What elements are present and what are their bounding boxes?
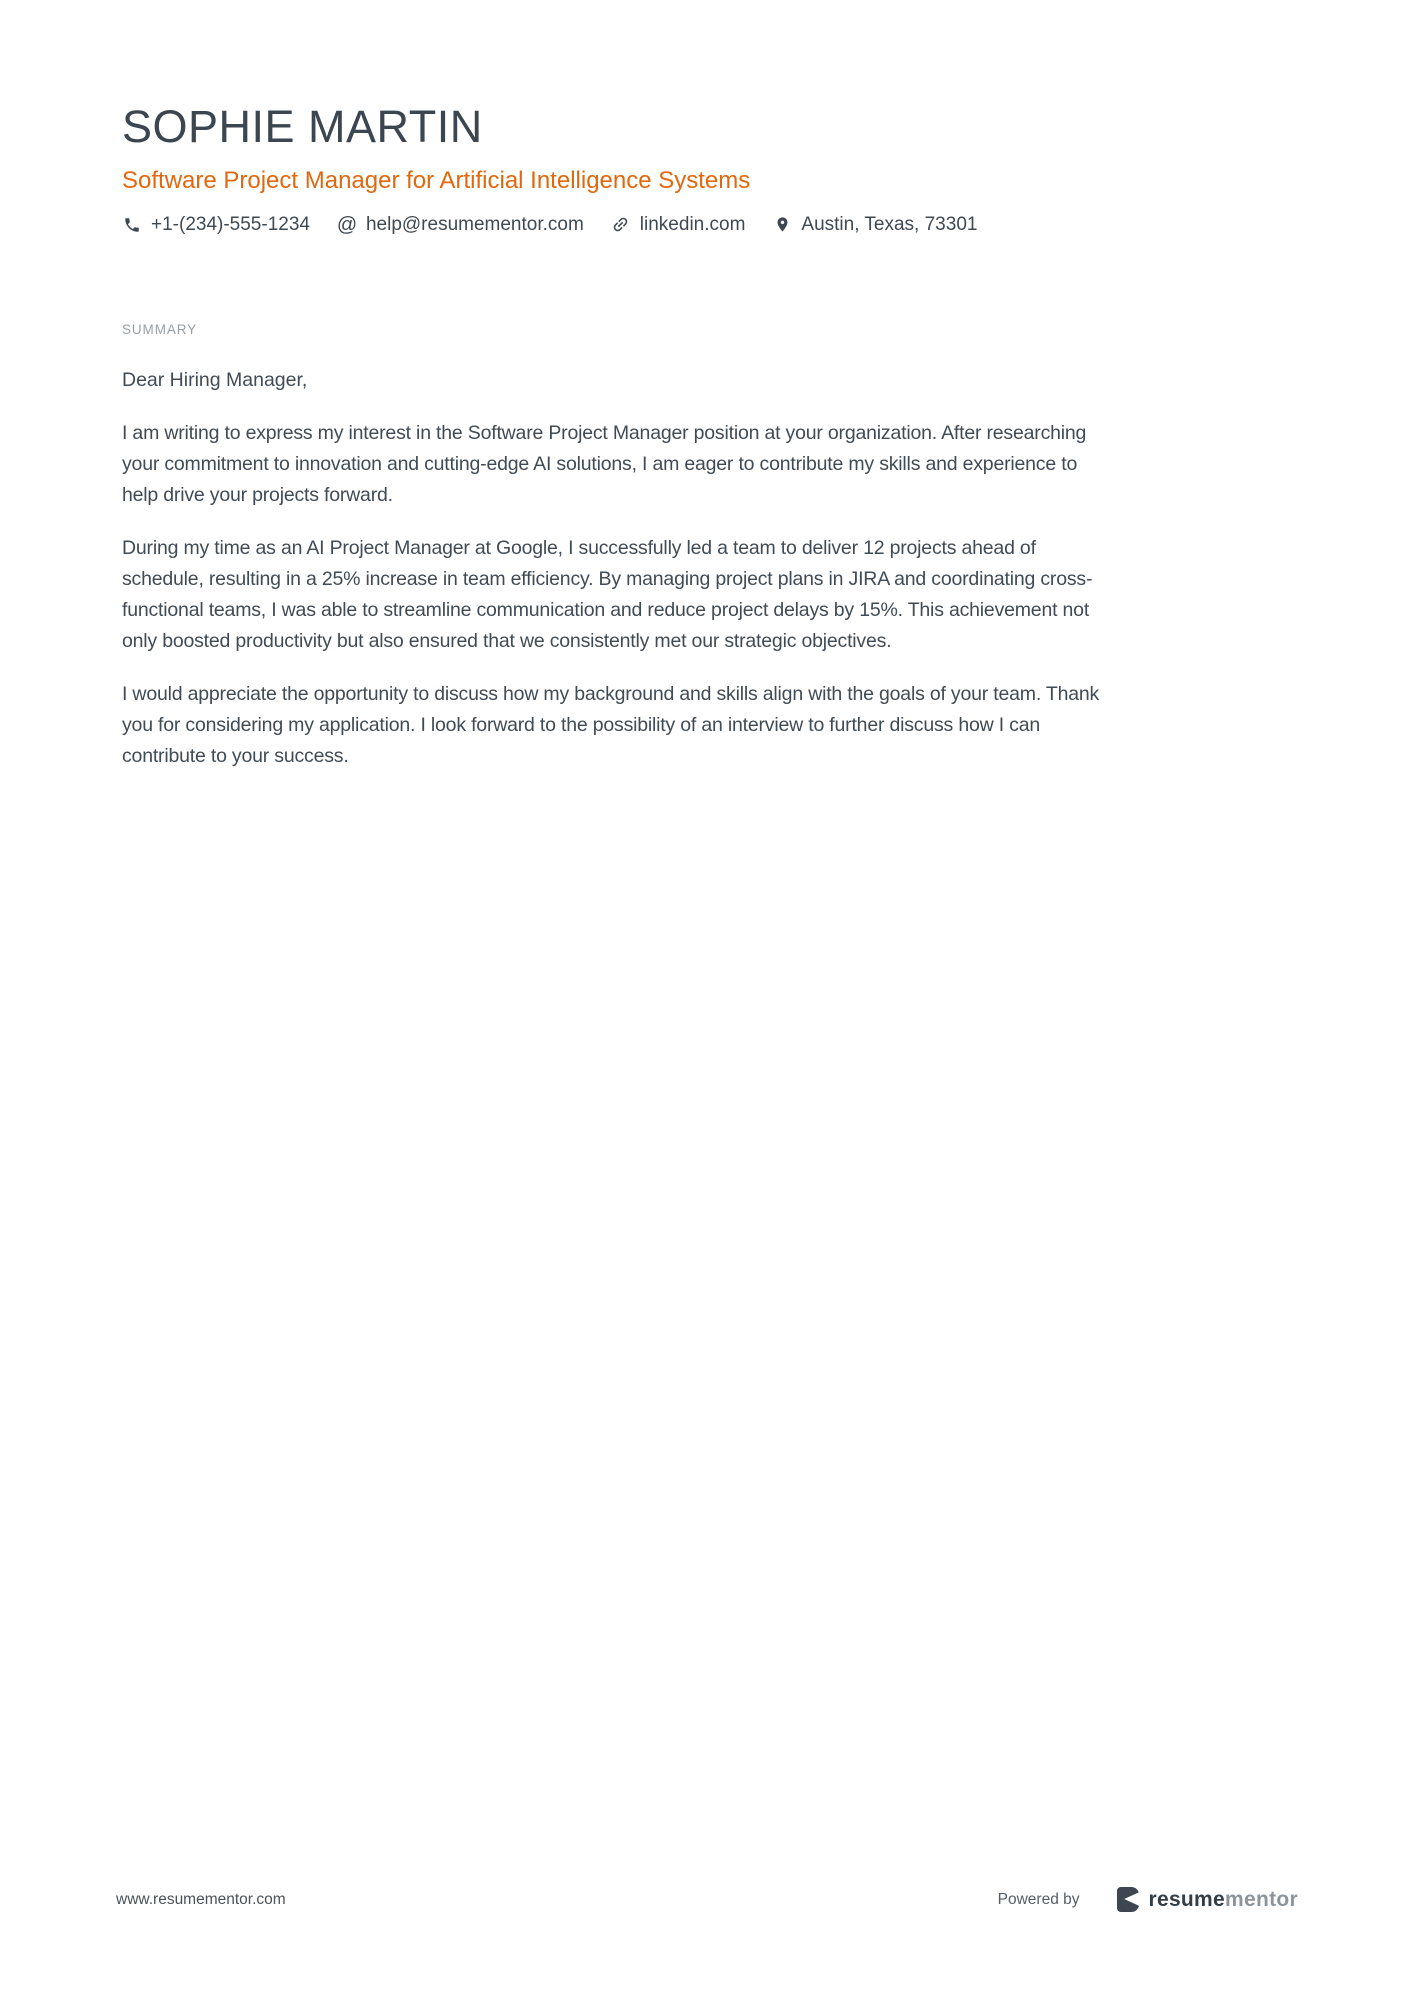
contact-website[interactable] [611, 214, 746, 236]
phone-icon [122, 215, 142, 235]
contact-email-text: help@resumementor.com [365, 213, 584, 235]
contact-website-text: linkedin.com [639, 213, 746, 235]
salutation: Dear Hiring Manager, [122, 368, 308, 391]
cover-letter-content [0, 0, 1410, 772]
resumementor-brand-link[interactable] [1116, 1886, 1299, 1913]
summary-paragraph-1: I am writing to express my interest in the Software Project Manager position at your organization. After researching your commitment to innovation and cutting-edge AI solutions, I am eager to contribute my skills and experience to help drive your projects forward. [122, 421, 1087, 506]
brand-wordmark [1149, 1889, 1299, 1910]
brand-wordmark-secondary: mentor [1225, 1888, 1298, 1911]
brand-wordmark-primary: resume [1148, 1888, 1226, 1911]
footer-branding [998, 1886, 1298, 1913]
contact-phone-text: +1-(234)-555-1234 [151, 213, 310, 235]
contact-location [772, 214, 977, 236]
link-icon [611, 215, 631, 235]
page-footer [116, 1886, 1298, 1913]
powered-by-label: Powered by [997, 1890, 1080, 1908]
contact-phone [122, 214, 310, 236]
resumementor-logo-icon [1116, 1886, 1141, 1913]
summary-paragraph-3: I would appreciate the opportunity to discuss how my background and skills align with the goals of your team. Thank you for considering my application. I look forward to the possibility of an interview to further discuss how I can contribute to your success. [122, 682, 1100, 767]
summary-paragraph-2: During my time as an AI Project Manager at Google, I successfully led a team to deliver 12 projects ahead of schedule, resulting in a 25% increase in team efficiency. By managing project plans in JIRA and coordinating cross-functional teams, I was able to streamline communication and reduce project delays by 15%. This achievement not only boosted productivity but also ensured that we consistently met our strategic objectives. [122, 536, 1093, 652]
contact-location-text: Austin, Texas, 73301 [801, 213, 978, 235]
job-title: Software Project Manager for Artificial Intelligence Systems [122, 166, 751, 194]
location-pin-icon [772, 215, 792, 235]
contact-row [122, 214, 1290, 236]
person-name: SOPHIE MARTIN [122, 101, 483, 152]
contact-email[interactable] [337, 214, 584, 236]
summary-section-label: SUMMARY [122, 321, 198, 337]
footer-website-link[interactable]: www.resumementor.com [116, 1890, 286, 1908]
at-sign-icon: @ [336, 213, 358, 236]
